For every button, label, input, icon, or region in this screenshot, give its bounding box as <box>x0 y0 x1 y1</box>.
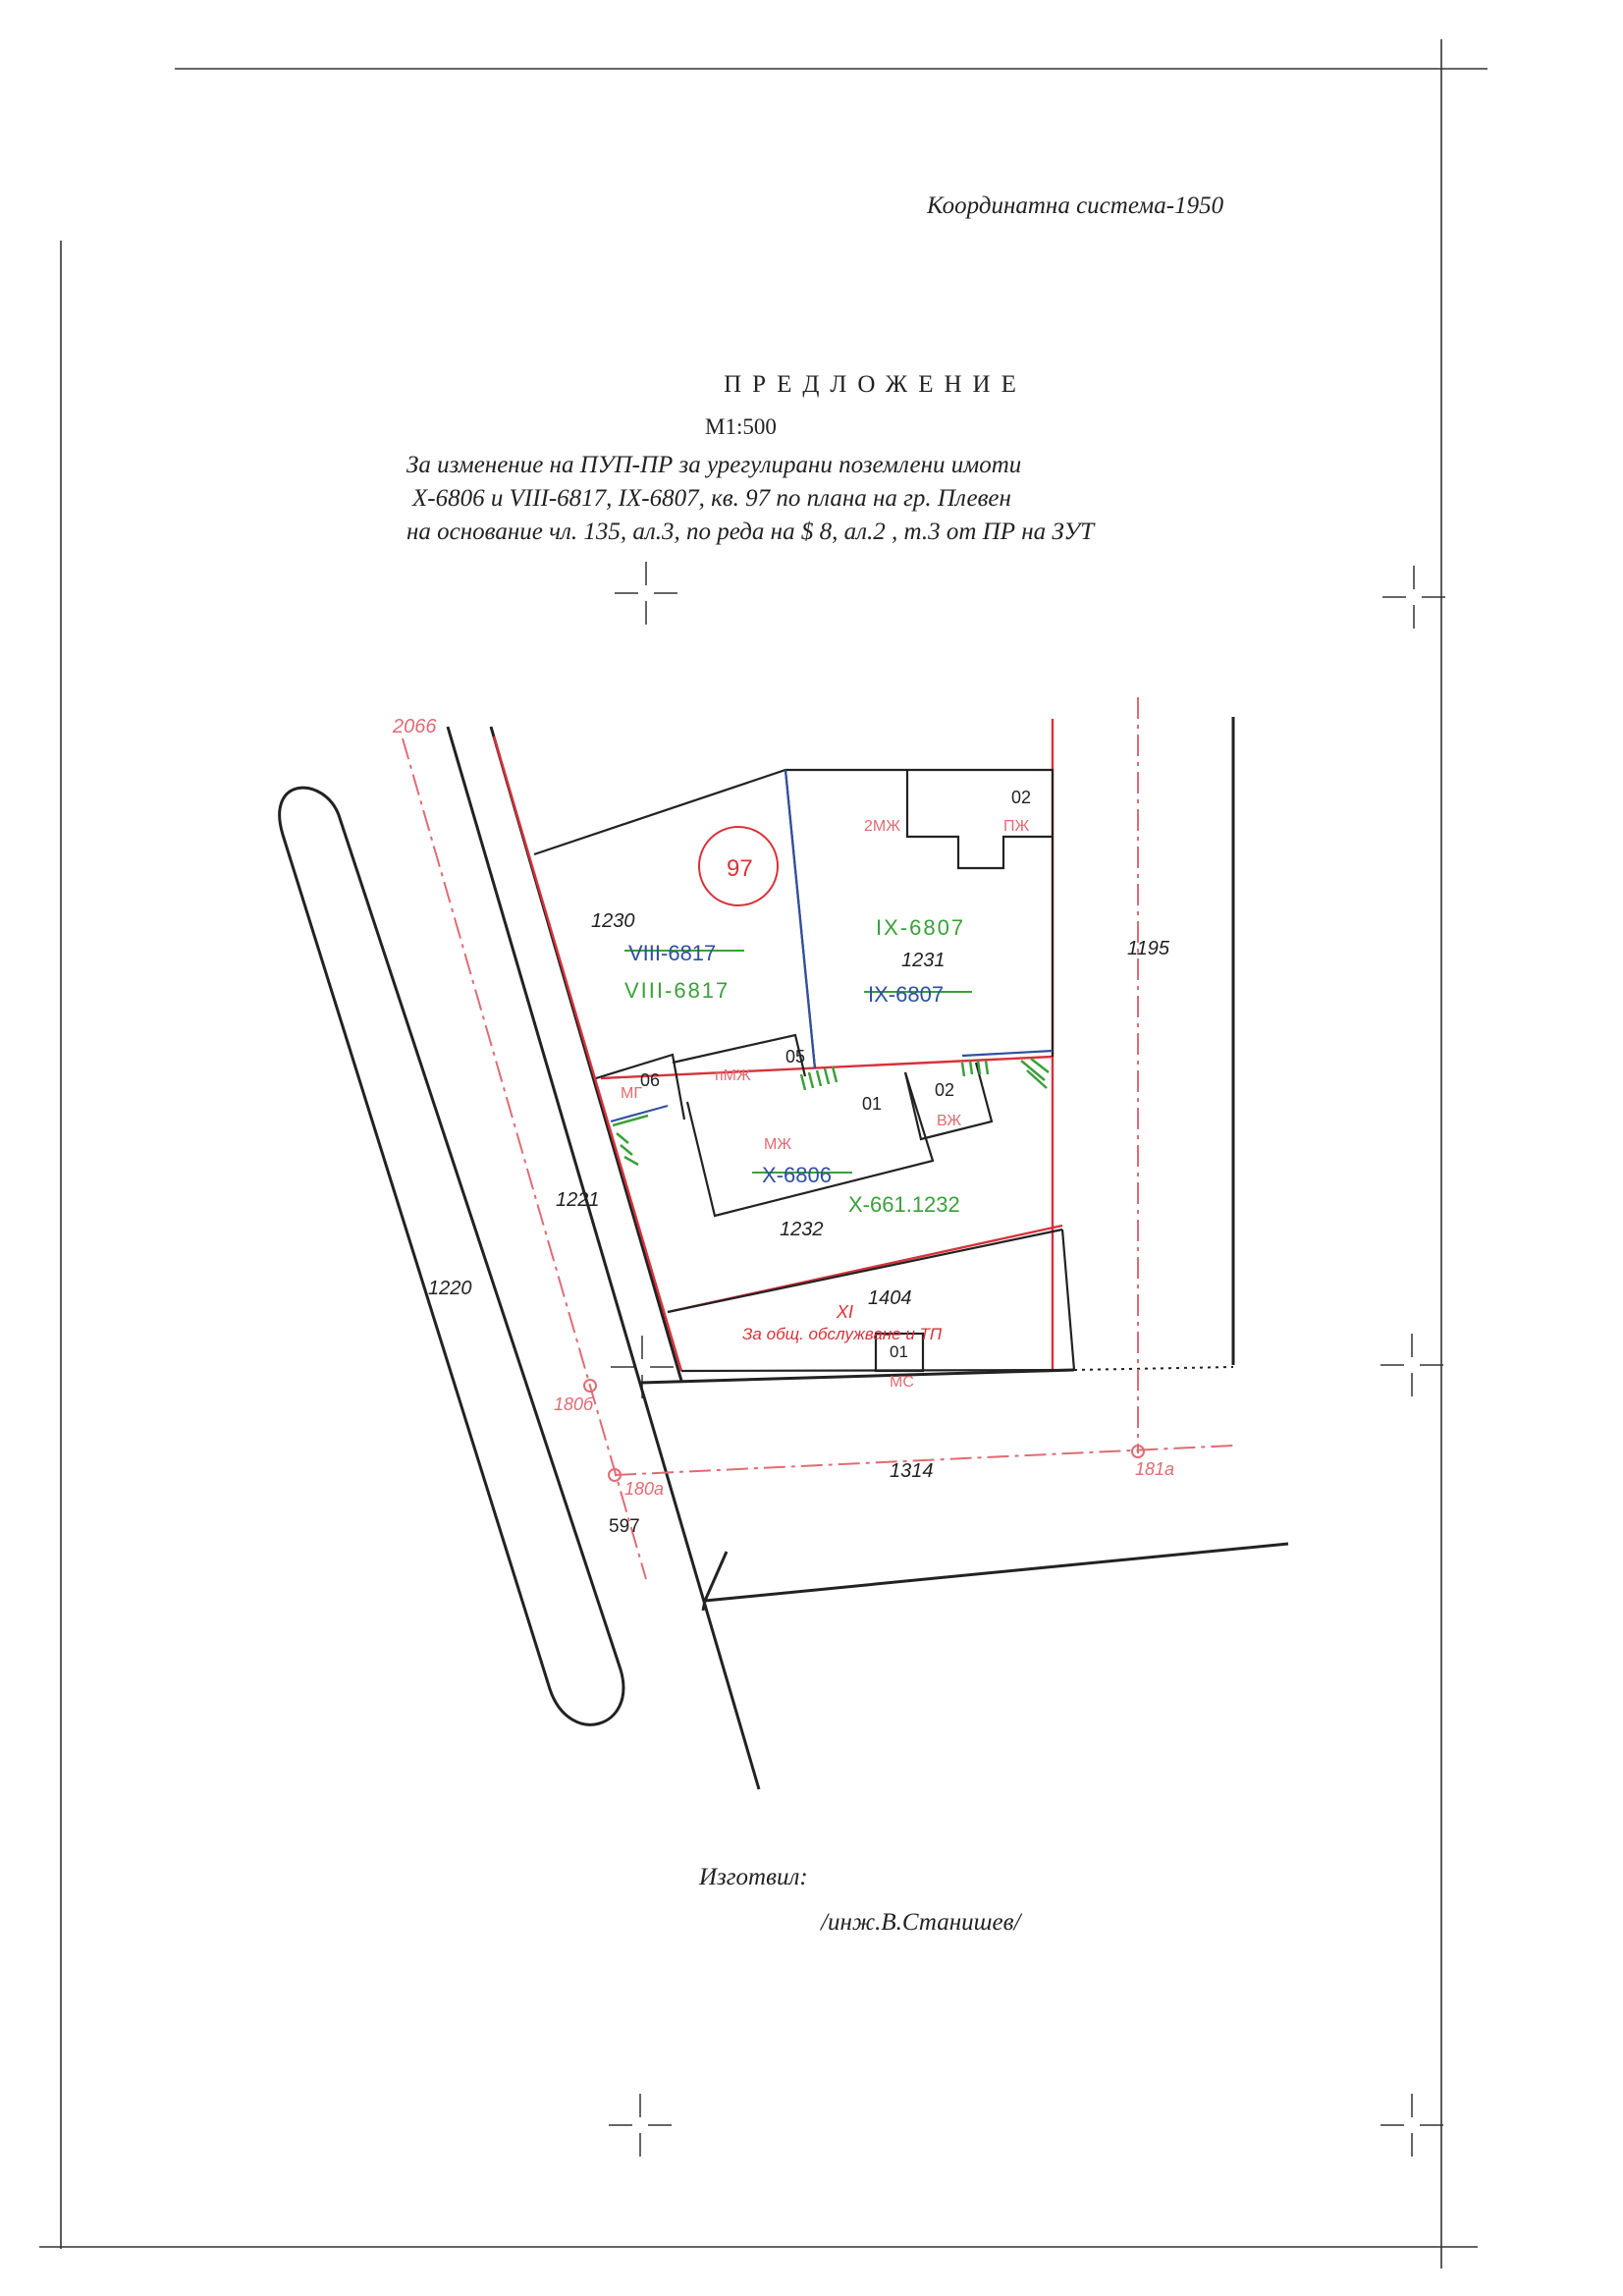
roads <box>280 717 1288 1789</box>
code-mg: МГ <box>621 1085 642 1102</box>
building-02-mid: 02 <box>935 1080 955 1100</box>
road-dotted <box>1074 1367 1233 1370</box>
parcel-597: 597 <box>609 1516 640 1537</box>
parcel-1404: 1404 <box>868 1287 912 1309</box>
upi-x-old: X-6806 <box>762 1163 832 1187</box>
parcel-1232: 1232 <box>780 1219 824 1240</box>
upi-viii-old: VIII-6817 <box>628 941 717 965</box>
description-line-3: на основание чл. 135, ал.3, по реда на $ 8, ал.2 , т.3 от ПР на ЗУТ <box>406 519 1095 545</box>
building-02-top: 02 <box>1011 788 1032 807</box>
parcel-1314: 1314 <box>890 1460 934 1482</box>
parcel-1220: 1220 <box>428 1278 472 1299</box>
code-2mzh: 2МЖ <box>864 818 900 835</box>
code-pmzh: пМЖ <box>715 1067 751 1084</box>
building-05: 05 <box>785 1047 806 1066</box>
block-number: 97 <box>727 855 753 882</box>
building-01-mid: 01 <box>862 1094 883 1114</box>
parcel-1195: 1195 <box>1127 938 1170 959</box>
point-180b: 180б <box>554 1394 594 1414</box>
author-label: /инж.В.Станишев/ <box>821 1909 1021 1936</box>
parcel-2066: 2066 <box>393 716 437 738</box>
street-axes <box>403 697 1233 1579</box>
point-181a: 181а <box>1135 1459 1175 1479</box>
upi-viii-new: VIII-6817 <box>624 978 730 1003</box>
axis-points <box>584 1380 1144 1481</box>
building-06: 06 <box>640 1070 661 1090</box>
code-pzh: ПЖ <box>1003 818 1030 835</box>
code-mzh: МЖ <box>764 1136 792 1153</box>
point-180a: 180а <box>624 1479 665 1499</box>
description-line-1: За изменение на ПУП-ПР за урегулирани поземлени имоти <box>406 452 1022 478</box>
code-vzh: ВЖ <box>937 1113 962 1129</box>
description-line-2: Х-6806 и VIII-6817, IX-6807, кв. 97 по плана на гр. Плевен <box>412 485 1011 512</box>
parcel-1231: 1231 <box>901 950 946 971</box>
made-by-label: Изготвил: <box>699 1864 808 1890</box>
code-ms: МС <box>890 1374 914 1391</box>
parcel-boundaries <box>534 770 1074 1371</box>
scale-label: М1:500 <box>705 414 777 439</box>
upi-x-new: X-661.1232 <box>848 1192 960 1217</box>
upi-xi-purpose: За общ. обслужване и ТП <box>742 1325 943 1343</box>
coordinate-system-label: Координатна система-1950 <box>927 192 1224 219</box>
upi-xi: XI <box>837 1302 854 1322</box>
upi-ix-new: IX-6807 <box>876 915 966 940</box>
parcel-1230: 1230 <box>591 910 635 932</box>
page-title: ПРЕДЛОЖЕНИЕ <box>724 371 1027 398</box>
parcel-1221: 1221 <box>556 1189 600 1211</box>
building-01-tp: 01 <box>890 1342 908 1361</box>
upi-ix-old: IX-6807 <box>868 982 945 1007</box>
regulation-lines <box>494 719 1062 1371</box>
